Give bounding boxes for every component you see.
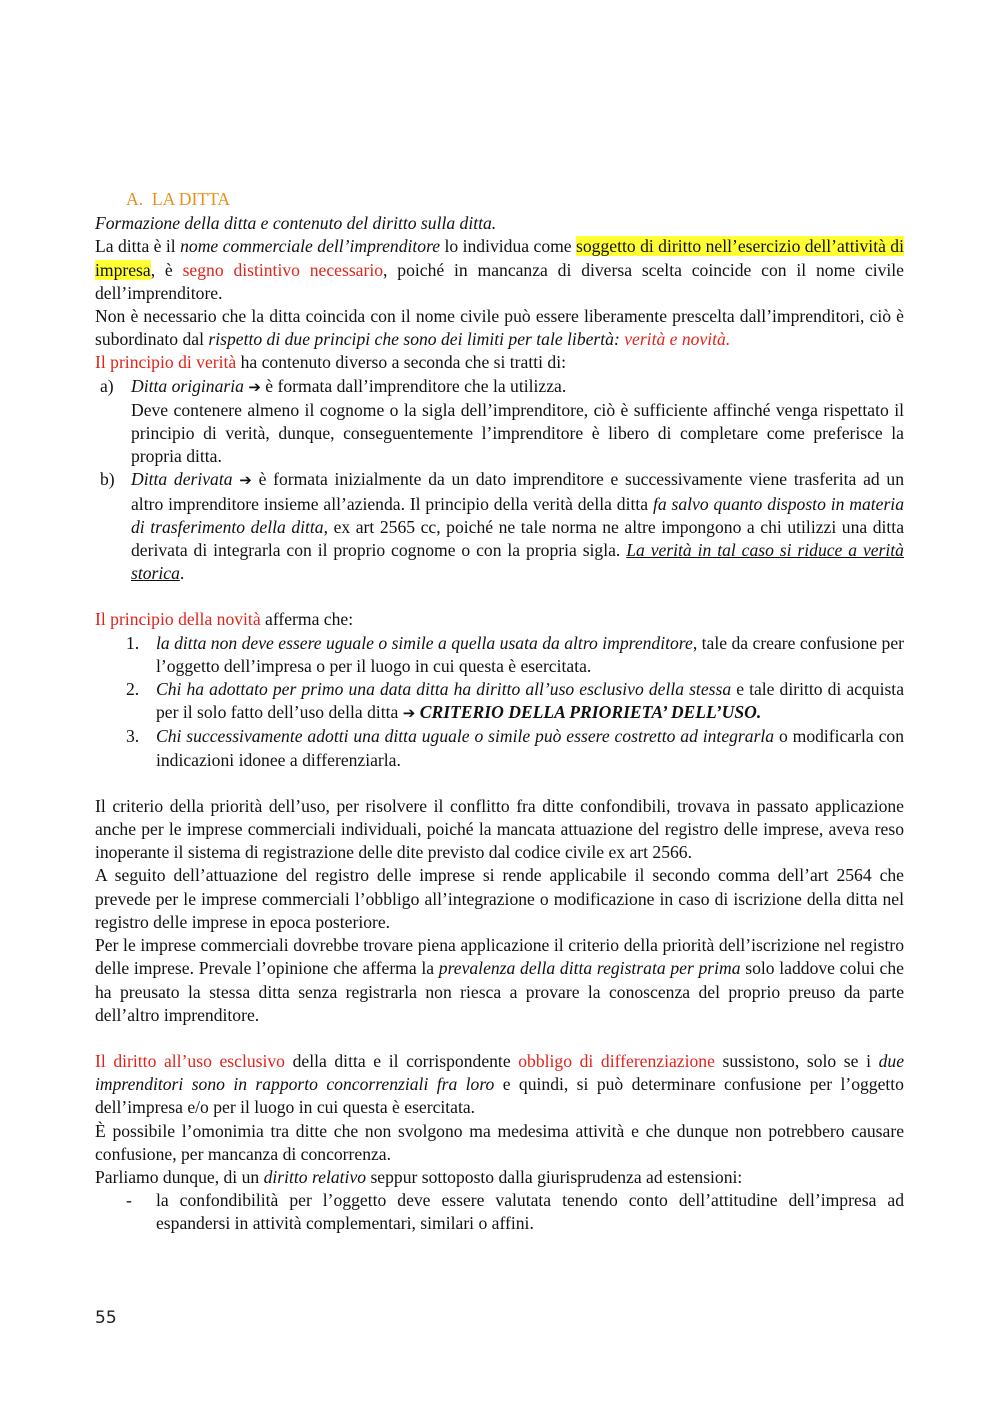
paragraph-priorita-iscrizione: Per le imprese commerciali dovrebbe trovare piena applicazione il criterio della priorità dell’iscrizione nel registro delle imprese. Prevale l’opinione che afferma la prevalenza della ditta registrata per prima solo laddove colui che ha preusato la stessa ditta senza registrarla non riesca a provare la conoscenza del proprio preuso da parte dell’altro imprenditore. [95,935,904,1025]
list-marker: b) [100,469,115,490]
list-item-3: 3. Chi successivamente adotti una ditta uguale o simile può essere costretto ad integrarla o modificarla con indicazioni idonee a differenziarla. [126,726,905,770]
list-marker: 1. [126,632,140,653]
red-emphasis: Il diritto all’uso esclusivo [95,1050,285,1071]
list-item-ditta-derivata: b) Ditta derivata ➔ è formata inizialmente da un dato imprenditore e successivamente viene trasferita ad un altro imprenditore insieme all’azienda. Il principio della verità della ditta fa salvo quanto disposto in materia di trasferimento della ditta, ex art 2565 cc, poiché ne tale norma ne altre impongono a chi utilizzi una ditta derivata di integrarla con il proprio cognome o con la propria sigla. La verità in tal caso si riduce a verità storica. [100,469,904,584]
paragraph-diritto-esclusivo: Il diritto all’uso esclusivo della ditta e il corrispondente obbligo di differenziazione sussistono, solo se i due imprenditori sono in rapporto concorrenziali fra loro e quindi, si può determinare confusione per l’oggetto dell’impresa e/o per il luogo in cui questa è esercitata. [95,1050,904,1118]
page-number: 55 [95,1308,117,1328]
red-emphasis: obbligo di differenziazione [518,1050,715,1071]
arrow-right-icon: ➔ [239,471,252,490]
section-heading: A. LA DITTA [126,189,231,209]
list-marker: - [126,1190,132,1211]
list-item-ditta-originaria: a) Ditta originaria ➔ è formata dall’imprenditore che la utilizza. Deve contenere almeno il cognome o la sigla dell’imprenditore, ciò è sufficiente affinché venga rispettato il principio di verità, dunque, conseguentemente l’imprenditore è libero di completare come preferisce la propria ditta. [100,375,904,467]
paragraph-novita-intro: Il principio della novità afferma che: [95,609,354,630]
paragraph-ditta-definition: La ditta è il nome commerciale dell’imprenditore lo individua come soggetto di diritto nell’esercizio dell’attività di impresa, è segno distintivo necessario, poiché in mancanza di diversa scelta coincide con il nome civile dell’imprenditore. [95,236,904,303]
paragraph-principles: Non è necessario che la ditta coincida con il nome civile può essere liberamente prescelta dall’imprenditori, ciò è subordinato dal rispetto di due principi che sono dei limiti per tale libertà: verità e novità. [95,306,904,350]
highlighted-text: soggetto di diritto nell’esercizio dell’attività di impresa [95,236,904,280]
section-subtitle: Formazione della ditta e contenuto del diritto sulla ditta. [95,213,497,234]
paragraph-priorita-uso: Il criterio della priorità dell’uso, per risolvere il conflitto fra ditte confondibili, trovava in passato applicazione anche per le imprese commerciali individuali, poiché la mancata attuazione del registro delle imprese, aveva reso inoperante il sistema di registrazione delle dite previsto dal codice civile ex art 2566. [95,795,904,863]
list-item-confondibilita: - la confondibilità per l’oggetto deve essere valutata tenendo conto dell’attitudine dell’impresa ad espandersi in attività complementari, similari o affini. [126,1190,904,1234]
paragraph-verita-intro: Il principio di verità ha contenuto diverso a seconda che si tratti di: [95,352,566,373]
arrow-right-icon: ➔ [402,704,416,723]
paragraph-registro-imprese: A seguito dell’attuazione del registro delle imprese si rende applicabile il secondo comma dell’art 2564 che prevede per le imprese commerciali l’obbligo all’integrazione o modificazione in caso di iscrizione della ditta nel registro delle imprese in epoca posteriore. [95,865,904,932]
arrow-right-icon: ➔ [248,377,261,396]
list-item-2: 2. Chi ha adottato per primo una data ditta ha diritto all’uso esclusivo della stessa e tale diritto di acquista per il solo fatto dell’uso della ditta ➔ CRITERIO DELLA PRIORIETA’ DELL’USO. [126,679,905,723]
list-item-1: 1. la ditta non deve essere uguale o simile a quella usata da altro imprenditore, tale da creare confusione per l’oggetto dell’impresa o per il luogo in cui questa è esercitata. [126,632,904,676]
red-emphasis: verità e novità. [624,329,731,350]
list-marker: 3. [126,726,140,747]
paragraph-diritto-relativo: Parliamo dunque, di un diritto relativo seppur sottoposto dalla giurisprudenza ad estensioni: [95,1166,743,1187]
list-marker: a) [100,375,114,396]
underlined-text: La verità in tal caso si riduce a verità storica [131,540,904,584]
red-emphasis: Il principio di verità [95,352,237,373]
list-marker: 2. [126,679,140,700]
red-emphasis: Il principio della novità [95,609,261,630]
document-page [95,188,904,1236]
paragraph-omonimia: È possibile l’omonimia tra ditte che non svolgono ma medesima attività e che dunque non potrebbero causare confusione, per mancanza di concorrenza. [95,1120,904,1164]
red-emphasis: segno distintivo necessario [182,259,384,280]
